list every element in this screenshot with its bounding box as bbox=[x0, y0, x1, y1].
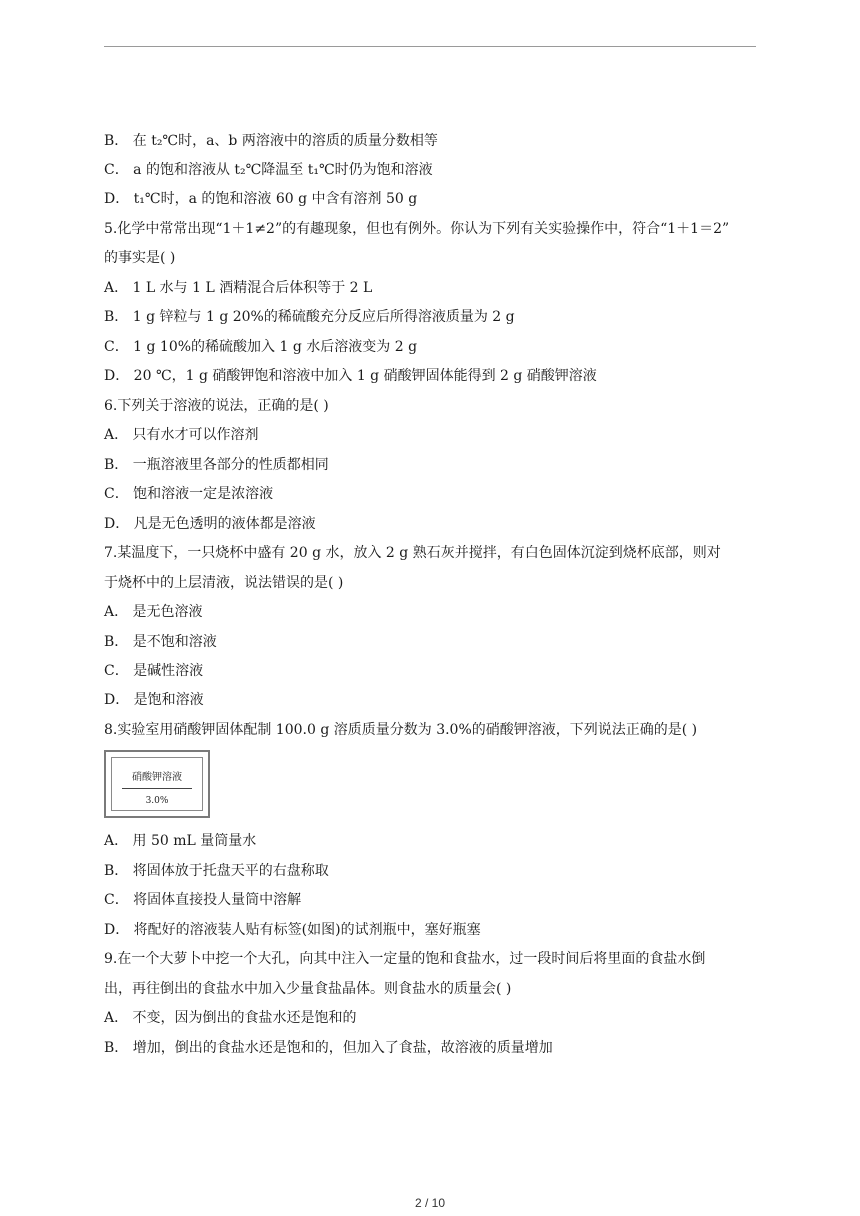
q8-option-d: D． 将配好的溶液装人贴有标签(如图)的试剂瓶中，塞好瓶塞 bbox=[104, 922, 481, 938]
q8-option-b: B． 将固体放于托盘天平的右盘称取 bbox=[104, 863, 329, 879]
q8-option-c: C． 将固体直接投人量筒中溶解 bbox=[104, 892, 302, 908]
q7-option-c: C． 是碱性溶液 bbox=[104, 663, 204, 679]
q6-stem: 6.下列关于溶液的说法，正确的是( ) bbox=[104, 398, 329, 414]
q5-option-c: C． 1 g 10%的稀硫酸加入 1 g 水后溶液变为 2 g bbox=[104, 339, 418, 355]
reagent-label-figure bbox=[104, 750, 210, 818]
q4-option-d: D． t₁℃时，a 的饱和溶液 60 g 中含有溶剂 50 g bbox=[104, 191, 418, 207]
q6-option-c: C． 饱和溶液一定是浓溶液 bbox=[104, 486, 274, 502]
q5-option-b: B． 1 g 锌粒与 1 g 20%的稀硫酸充分反应后所得溶液质量为 2 g bbox=[104, 309, 515, 325]
q4-option-b: B． 在 t₂℃时，a、b 两溶液中的溶质的质量分数相等 bbox=[104, 133, 438, 149]
q7-stem-line-1: 7.某温度下，一只烧杯中盛有 20 g 水，放入 2 g 熟石灰并搅拌，有白色固体沉淀到烧杯底部，则对 bbox=[104, 545, 721, 561]
q9-stem-line-1: 9.在一个大萝卜中挖一个大孔，向其中注入一定量的饱和食盐水，过一段时间后将里面的食盐水倒 bbox=[104, 951, 706, 967]
q7-stem-line-2: 于烧杯中的上层清液，说法错误的是( ) bbox=[104, 575, 344, 591]
reagent-label-inner-frame bbox=[111, 757, 203, 811]
q6-option-a: A． 只有水才可以作溶剂 bbox=[104, 427, 259, 443]
q9-option-a: A． 不变，因为倒出的食盐水还是饱和的 bbox=[104, 1010, 357, 1026]
q5-option-d: D． 20 ℃，1 g 硝酸钾饱和溶液中加入 1 g 硝酸钾固体能得到 2 g 硝酸钾溶液 bbox=[104, 368, 597, 384]
header-rule bbox=[104, 46, 756, 47]
q5-option-a: A． 1 L 水与 1 L 酒精混合后体积等于 2 L bbox=[104, 280, 373, 296]
q9-stem-line-2: 出，再往倒出的食盐水中加入少量食盐晶体。则食盐水的质量会( ) bbox=[104, 981, 512, 997]
reagent-label-value: 3.0% bbox=[145, 796, 169, 806]
q6-option-b: B． 一瓶溶液里各部分的性质都相同 bbox=[104, 457, 329, 473]
reagent-label-divider bbox=[122, 788, 192, 789]
q6-option-d: D． 凡是无色透明的液体都是溶液 bbox=[104, 516, 316, 532]
q9-option-b: B． 增加，倒出的食盐水还是饱和的，但加入了食盐，故溶液的质量增加 bbox=[104, 1040, 553, 1056]
q8-stem: 8.实验室用硝酸钾固体配制 100.0 g 溶质质量分数为 3.0%的硝酸钾溶液，下列说法正确的是( ) bbox=[104, 722, 698, 738]
q7-option-d: D． 是饱和溶液 bbox=[104, 692, 204, 708]
q8-option-a: A． 用 50 mL 量筒量水 bbox=[104, 833, 257, 849]
reagent-label-title: 硝酸钾溶液 bbox=[132, 772, 182, 783]
page-number: 2 / 10 bbox=[414, 1196, 446, 1210]
q7-option-a: A． 是无色溶液 bbox=[104, 604, 203, 620]
q4-option-c: C． a 的饱和溶液从 t₂℃降温至 t₁℃时仍为饱和溶液 bbox=[104, 162, 433, 178]
q5-stem-line-1: 5.化学中常常出现“1＋1≠2”的有趣现象，但也有例外。你认为下列有关实验操作中，符合“1＋1＝2” bbox=[104, 221, 730, 237]
q7-option-b: B． 是不饱和溶液 bbox=[104, 634, 217, 650]
q5-stem-line-2: 的事实是( ) bbox=[104, 250, 176, 266]
